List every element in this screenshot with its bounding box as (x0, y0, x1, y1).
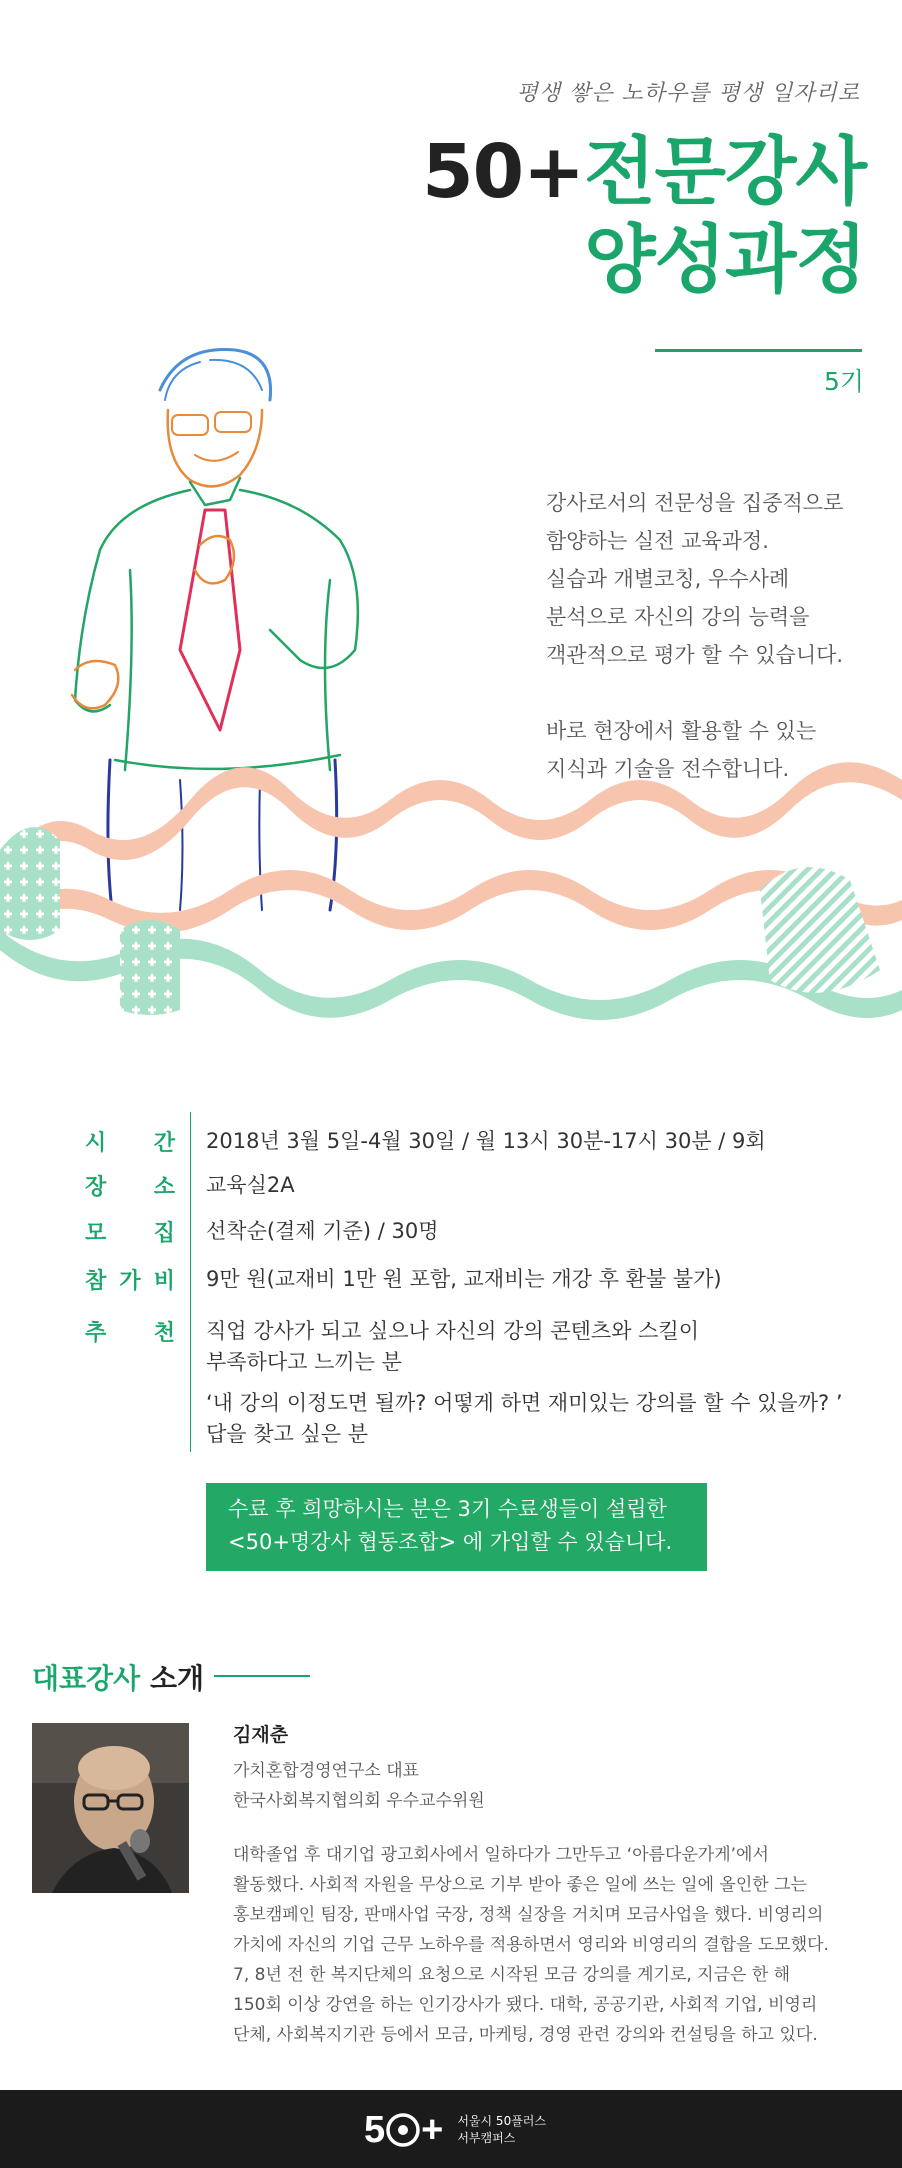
lecturer-portrait-image (32, 1723, 189, 1893)
recommend-item-2-line-1: ‘내 강의 이정도면 될까? 어떻게 하면 재미있는 강의를 할 수 있을까? ’ (206, 1391, 843, 1415)
bio-line: 7, 8년 전 한 복지단체의 요청으로 시작된 모금 강의를 계기로, 지금은 한 해 (233, 1965, 791, 1985)
lecturer-section-title (32, 1657, 204, 1697)
intro-line: 바로 현장에서 활용할 수 있는 (546, 719, 817, 743)
callout-line-2: <50+명강사 협동조합> 에 가입할 수 있습니다. (228, 1530, 673, 1554)
info-value-place: 교육실2A (206, 1173, 295, 1197)
intro-paragraph-1 (546, 484, 886, 674)
bio-line: 단체, 사회복지기관 등에서 모금, 마케팅, 경영 관련 강의와 컨설팅을 하고 있다. (233, 2025, 818, 2045)
logo-plus: + (421, 2108, 444, 2151)
title-number: 50+ (422, 129, 585, 215)
lecturer-bio (233, 1840, 873, 2050)
intro-line: 분석으로 자신의 강의 능력을 (546, 605, 810, 629)
info-value-time: 2018년 3월 5일-4월 30일 / 월 13시 30분-17시 30분 / 9회 (206, 1129, 766, 1153)
info-value-recommend (206, 1316, 866, 1450)
info-value-fee: 9만 원(교재비 1만 원 포함, 교재비는 개강 후 환불 불가) (206, 1267, 722, 1291)
lecturer-roles (233, 1756, 485, 1816)
info-label-recommend: 추 천 (85, 1321, 175, 1346)
lecturer-section-divider (214, 1675, 310, 1677)
recommend-item-1-line-1: 직업 강사가 되고 싶으나 자신의 강의 콘텐츠와 스킬이 (206, 1319, 700, 1343)
title-line-1 (422, 128, 866, 216)
cooperative-callout (206, 1483, 707, 1571)
intro-text (546, 484, 886, 826)
intro-line: 함양하는 실전 교육과정. (546, 529, 769, 553)
bio-line: 홍보캠페인 팀장, 판매사업 국장, 정책 실장을 거치며 모금사업을 했다. 비영리의 (233, 1905, 824, 1925)
logo-number: 5 (364, 2108, 386, 2151)
page-title (422, 128, 866, 304)
bio-line: 활동했다. 사회적 자원을 무상으로 기부 받아 좋은 일에 쓰는 일에 올인한 그는 (233, 1875, 807, 1895)
footer (0, 2090, 902, 2168)
target-circle-icon (385, 2112, 421, 2148)
info-label-place: 장 소 (85, 1175, 175, 1200)
org-name-line-2: 서부캠퍼스 (457, 2131, 516, 2145)
cohort-label: 5기 (823, 367, 864, 396)
info-label-time: 시 간 (85, 1131, 175, 1156)
intro-line: 실습과 개별코칭, 우수사례 (546, 567, 790, 591)
title-line-1-text: 전문강사 (584, 129, 866, 215)
recommend-item-2-line-2: 답을 찾고 싶은 분 (206, 1422, 369, 1446)
bio-line: 가치에 자신의 기업 근무 노하우를 적용하면서 영리와 비영리의 결합을 도모했다. (233, 1935, 829, 1955)
title-line-2: 양성과정 (584, 217, 866, 303)
intro-line: 지식과 기술을 전수합니다. (546, 757, 790, 781)
lecturer-section-title-highlight: 대표강사 (32, 1662, 141, 1695)
bio-line: 150회 이상 강연을 하는 인기강사가 됐다. 대학, 공공기관, 사회적 기업, 비영리 (233, 1995, 818, 2015)
info-divider (190, 1112, 191, 1452)
recommend-item-1-line-2: 부족하다고 느끼는 분 (206, 1350, 402, 1374)
info-label-recruit: 모 집 (85, 1221, 175, 1246)
info-label-fee: 참 가 비 (85, 1269, 175, 1294)
lecturer-photo (32, 1723, 189, 1893)
intro-paragraph-2 (546, 712, 886, 788)
lecturer-role-1: 가치혼합경영연구소 대표 (233, 1761, 420, 1781)
logo-text (457, 2113, 546, 2147)
campus-logo[interactable] (364, 2108, 546, 2152)
lecturer-role-2: 한국사회복지협의회 우수교수위원 (233, 1791, 485, 1811)
tagline: 평생 쌓은 노하우를 평생 일자리로 (516, 81, 860, 106)
intro-line: 강사로서의 전문성을 집중적으로 (546, 491, 844, 515)
callout-line-1: 수료 후 희망하시는 분은 3기 수료생들이 설립한 (228, 1497, 667, 1521)
org-name-line-1: 서울시 50플러스 (457, 2114, 546, 2128)
logo-mark (364, 2109, 443, 2152)
info-value-recruit: 선착순(결제 기준) / 30명 (206, 1219, 439, 1243)
lecturer-section-title-rest: 소개 (140, 1662, 205, 1695)
lecturer-name: 김재춘 (233, 1724, 289, 1746)
bio-line: 대학졸업 후 대기업 광고회사에서 일하다가 그만두고 ‘아름다운가게’에서 (233, 1845, 769, 1865)
intro-line: 객관적으로 평가 할 수 있습니다. (546, 643, 844, 667)
